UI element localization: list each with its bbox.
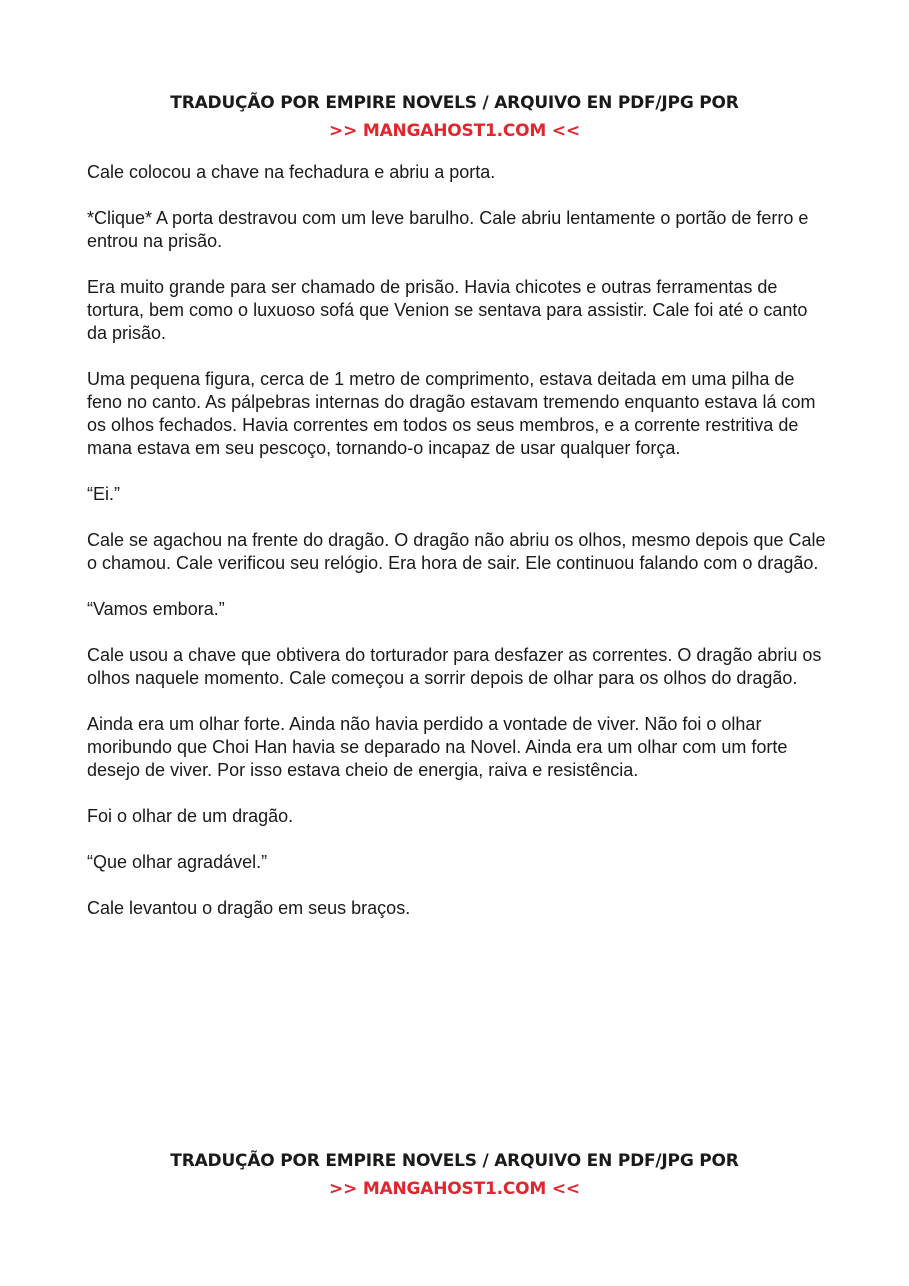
paragraph: Cale usou a chave que obtivera do torturador para desfazer as correntes. O dragão abriu os olhos naquele momento. Cale começou a sorrir depois de olhar para os olhos do dragão.: [87, 645, 822, 688]
header-site-link[interactable]: >> MANGAHOST1.COM <<: [329, 121, 580, 141]
paragraph: “Que olhar agradável.”: [87, 852, 268, 872]
paragraph: Era muito grande para ser chamado de prisão. Havia chicotes e outras ferramentas de tortura, bem como o luxuoso sofá que Venion se sentava para assistir. Cale foi até o canto da prisão.: [87, 277, 808, 343]
paragraph: Cale levantou o dragão em seus braços.: [87, 898, 411, 918]
paragraph: “Vamos embora.”: [87, 599, 225, 619]
footer-credit-text: TRADUÇÃO POR EMPIRE NOVELS / ARQUIVO EN PDF/JPG POR: [170, 1151, 739, 1171]
header-credit-text: TRADUÇÃO POR EMPIRE NOVELS / ARQUIVO EN PDF/JPG POR: [170, 93, 739, 113]
paragraph: “Ei.”: [87, 484, 120, 504]
footer-banner: [0, 1147, 909, 1203]
document-body: [87, 161, 827, 943]
header-banner: [0, 89, 909, 145]
paragraph: *Clique* A porta destravou com um leve barulho. Cale abriu lentamente o portão de ferro e entrou na prisão.: [87, 208, 809, 251]
paragraph: Cale se agachou na frente do dragão. O dragão não abriu os olhos, mesmo depois que Cale o chamou. Cale verificou seu relógio. Era hora de sair. Ele continuou falando com o dragão.: [87, 530, 826, 573]
paragraph: Ainda era um olhar forte. Ainda não havia perdido a vontade de viver. Não foi o olhar moribundo que Choi Han havia se deparado na Novel. Ainda era um olhar com um forte desejo de viver. Por isso estava cheio de energia, raiva e resistência.: [87, 714, 788, 780]
footer-site-link[interactable]: >> MANGAHOST1.COM <<: [329, 1179, 580, 1199]
paragraph: Foi o olhar de um dragão.: [87, 806, 294, 826]
paragraph: Uma pequena figura, cerca de 1 metro de comprimento, estava deitada em uma pilha de feno no canto. As pálpebras internas do dragão estavam tremendo enquanto estava lá com os olhos fechados. Havia correntes em todos os seus membros, e a corrente restritiva de mana estava em seu pescoço, tornando-o incapaz de usar qualquer força.: [87, 369, 816, 458]
paragraph: Cale colocou a chave na fechadura e abriu a porta.: [87, 162, 496, 182]
